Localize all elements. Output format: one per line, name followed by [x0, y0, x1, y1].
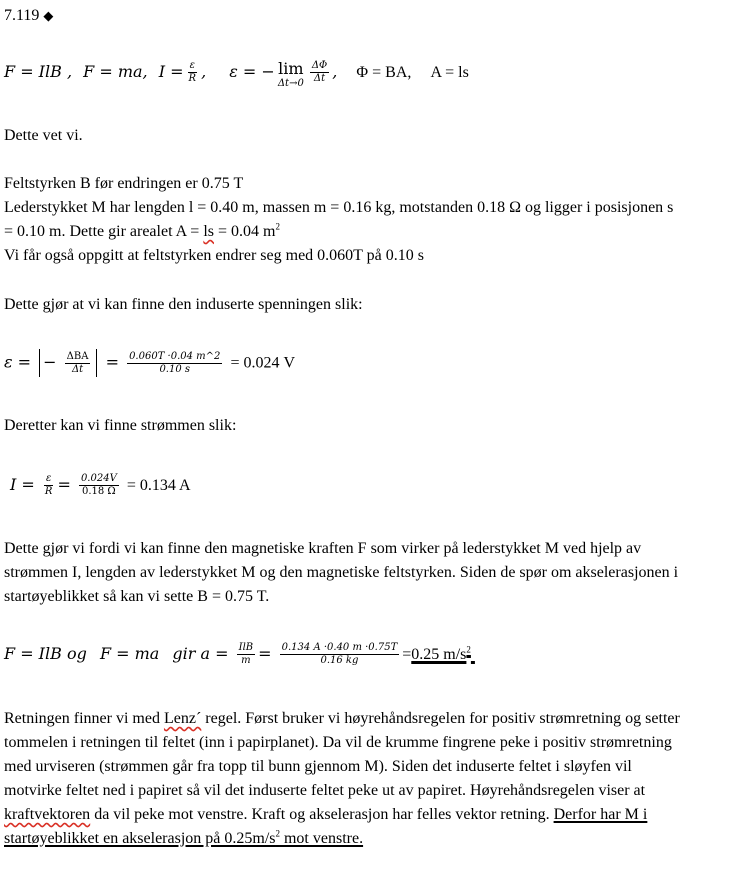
abs-bar-left	[39, 349, 40, 377]
conclusion-underline: Derfor har M i	[553, 806, 648, 823]
paragraph-conductor-2: = 0.10 m. Dette gir arealet A = ls = 0.04 $m^2$	[4, 221, 280, 240]
paragraph-known: Dette vet vi.	[4, 127, 83, 144]
formula-limit: lim Δt→0	[277, 59, 304, 89]
formula-area: A = ls	[430, 64, 469, 81]
diamond-icon: ◆	[43, 8, 54, 23]
paragraph-force-3: startøyeblikket så kan vi sette B = 0.75 T.	[4, 588, 270, 605]
paragraph-field-change: Vi får også oppgitt at feltstyrken endrer seg med 0.060T på 0.10 s	[4, 247, 424, 264]
paragraph-direction-5: kraftvektoren da vil peke mot venstre. Kraft og akselerasjon har felles vektor retning. Derfor har M i	[4, 806, 648, 823]
problem-number: 7.119	[4, 7, 40, 24]
paragraph-direction-1: Retningen finner vi med Lenz´ regel. Først bruker vi høyrehåndsregelen for positiv strømretning og setter	[4, 710, 680, 727]
current-result: = 0.134 A	[126, 477, 191, 494]
paragraph-direction-4: motvirke feltet ned i papiret så vil det induserte feltet peke ut av papiret. Høyrehåndsregelen viser at	[4, 782, 646, 799]
emf-lhs: ε =	[4, 352, 32, 372]
formula-line: F = IlB , F = ma, I = $\frac{\varepsilon}{R}$ , ε = − lim Δt→0 $\frac{\Delta\Phi}{\Delta t}$ , Φ = BA, A = ls	[4, 59, 469, 89]
paragraph-field-strength: Feltstyrken B før endringen er 0.75 T	[4, 175, 244, 192]
current-fraction-2: $\frac{0.024V}{0.18 \Omega}$	[80, 473, 117, 497]
formula-faraday-lhs: ε = −	[229, 62, 275, 81]
formula-ohm-fraction: $\frac{\varepsilon}{R}$	[188, 60, 197, 84]
emf-equation: ε = − $\frac{\text{ΔBA}}{\Delta t}$ = $\frac{0.060T \cdot 0.04 m\^{}2}{0.10 s}$ = 0.024 V	[4, 349, 295, 377]
current-equation: I = $\frac{\varepsilon}{R}$ = $\frac{0.024V}{0.18 \Omega}$ = 0.134 A	[10, 473, 191, 497]
emf-fraction-1: $\frac{\text{ΔBA}}{\Delta t}$	[66, 350, 89, 375]
spelling-flag: kraftvektoren	[4, 806, 91, 823]
conclusion-underline: startøyeblikket en akselerasjon på $0.25m/s^2$ mot venstre.	[4, 828, 364, 847]
force-fraction-1: $\frac{\text{IlB}}{m}$	[238, 642, 254, 666]
paragraph-conductor-1: Lederstykket M har lengden l = 0.40 m, massen m = 0.16 kg, motstanden 0.18 Ω og ligger i posisjonen s	[4, 199, 674, 216]
spelling-flag: Lenz´	[163, 710, 202, 727]
paragraph-direction-2: tommelen i retningen til feltet (inn i papirplanet). Da vil de krumme fingrene peke i positiv strømretning	[4, 734, 672, 751]
problem-header	[4, 6, 53, 25]
paragraph-force-2: strømmen I, lengden av lederstykket M og den magnetiske feltstyrken. Siden de spør om akselerasjonen i	[4, 564, 679, 581]
paragraph-force-1: Dette gjør vi fordi vi kan finne den magnetiske kraften F som virker på lederstykket M ved hjelp av	[4, 540, 642, 557]
paragraph-find-current: Deretter kan vi finne strømmen slik:	[4, 417, 237, 434]
spelling-flag: ls	[203, 223, 214, 240]
force-equation: F = IlB og F = ma gir a = $\frac{\text{IlB}}{m}$ = $\frac{0.134 A \cdot 0.40 m \cdot 0.75T}{0.16 kg}$ =0.25 $m/s^2$	[4, 642, 475, 667]
paragraph-direction-6	[4, 829, 363, 848]
paragraph-direction-3: med urviseren (strømmen går fra topp til bunn gjennom M). Siden det induserte feltet i sløyfen vil	[4, 758, 632, 775]
current-fraction-1: $\frac{\varepsilon}{R}$	[44, 473, 53, 497]
formula-newton: F = ma,	[83, 62, 148, 81]
formula-faraday-fraction: $\frac{\Delta\Phi}{\Delta t}$	[311, 60, 328, 84]
force-result: =0.25 $m/s^2$	[402, 644, 471, 663]
formula-flux: Φ = BA,	[356, 64, 412, 81]
emf-fraction-2: $\frac{0.060T \cdot 0.04 m\^{}2}{0.10 s}$	[129, 350, 221, 375]
emf-result: = 0.024 V	[230, 354, 296, 372]
abs-bar-right	[96, 349, 97, 377]
formula-ohm-lhs: I =	[158, 62, 184, 81]
force-fraction-2: $\frac{0.134 A \cdot 0.40 m \cdot 0.75T}{0.16 kg}$	[281, 642, 398, 666]
formula-force-current: F = IlB ,	[4, 62, 73, 81]
paragraph-find-emf: Dette gjør at vi kan finne den induserte spenningen slik:	[4, 296, 363, 313]
